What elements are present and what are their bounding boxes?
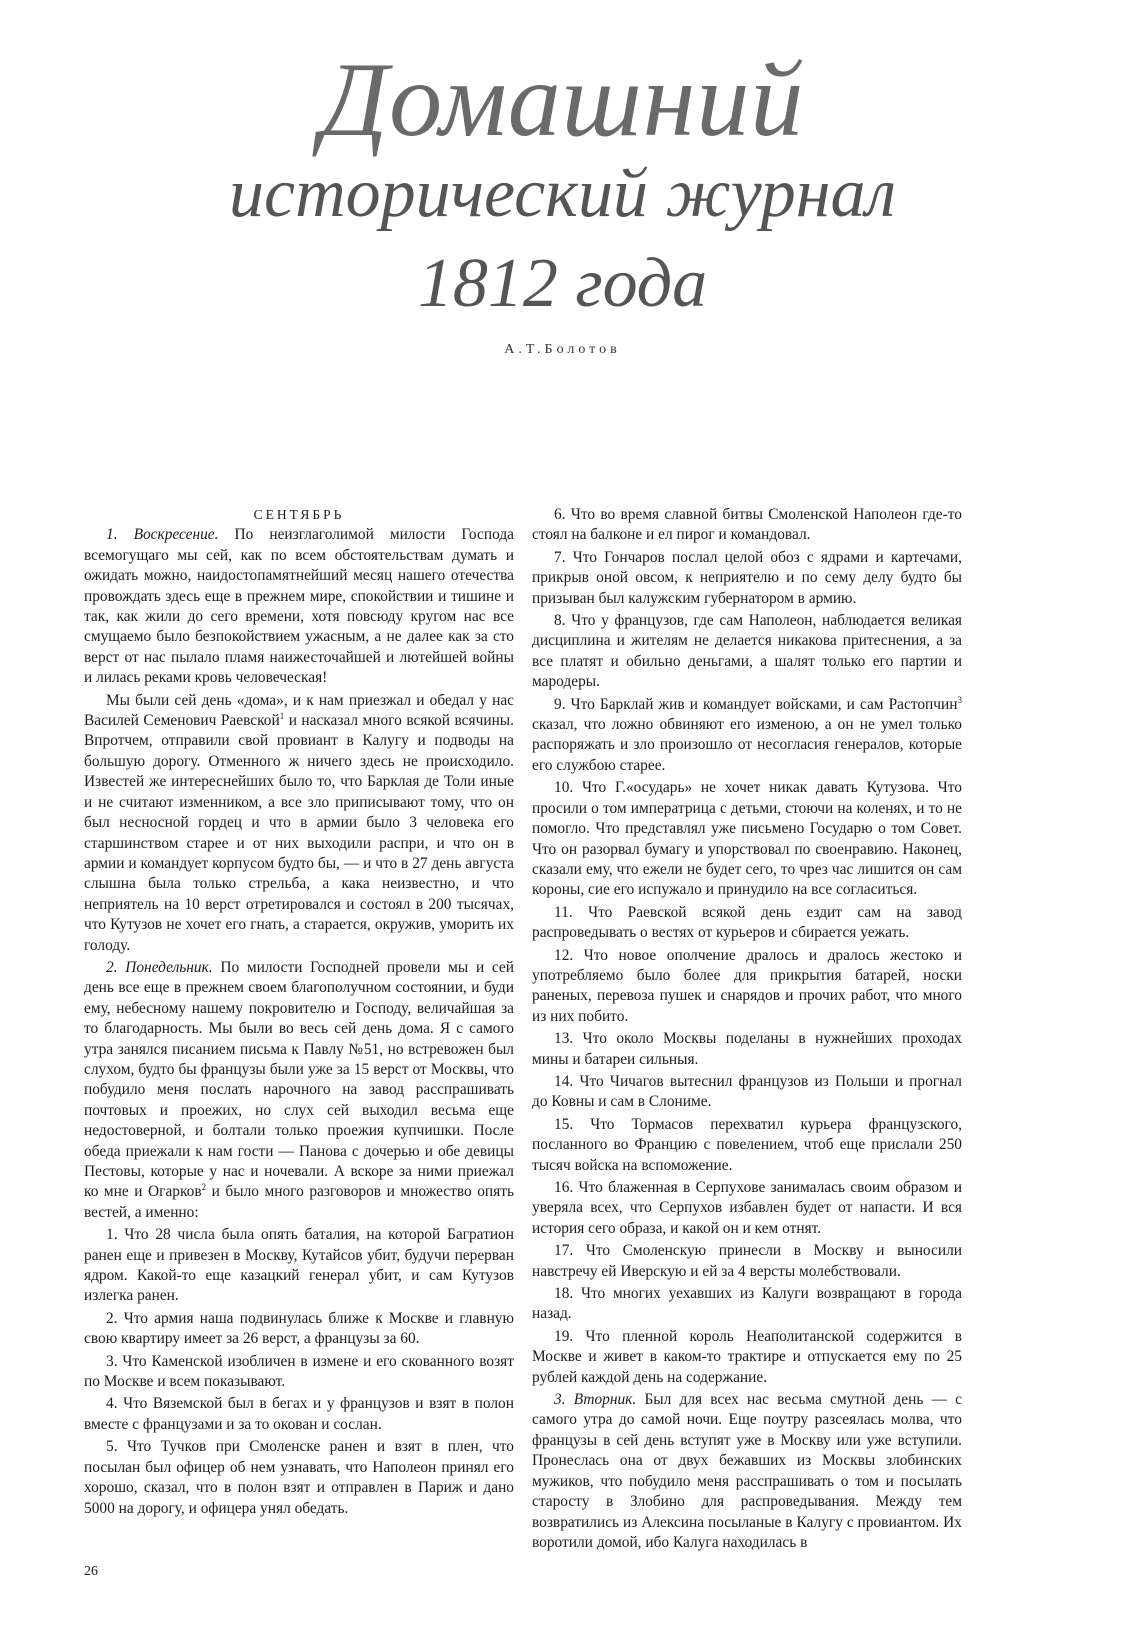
news-item: 15. Что Тормасов перехватил курьера французского, посланного во Францию с повелением, чтоб еще прислали 250 тысяч войска на вспоможение. bbox=[532, 1115, 962, 1174]
page-number: 26 bbox=[84, 1564, 98, 1579]
footnote-ref: 2 bbox=[201, 1182, 207, 1193]
news-item: 19. Что пленной король Неаполитанской содержится в Москве и живет в каком-то трактире и отпускается ему по 25 рублей каждой день на содержание. bbox=[532, 1327, 962, 1386]
news-item: 5. Что Тучков при Смоленске ранен и взят в плен, что посылан был офицер об нем узнавать, что Наполеон принял его хорошо, сказал, что в полон взят и отправлен в Париж и дано 5000 на дорогу, и офицера унял обедать. bbox=[84, 1438, 514, 1517]
title-line-2: исторический журнал bbox=[229, 155, 896, 232]
paragraph-sept-1: 1. Воскресение. По неизглаголимой милости Господа всемогущаго мы сей, как по всем обстоятельствам думать и ожидать можно, наидостопамятнейший месяц нашего отечества провождать здесь еще в прежнем мире, спокойствии и тишине и так, как жили до сего времени, хотя повсюду кругом нас все смущаемо было безпокойствием ужасным, а не далее как за сто верст от нас пылало пламя наижесточайшей и лютейшей войны и лилась реками кровь человеческая! bbox=[84, 526, 514, 687]
title-line-3: 1812 года bbox=[417, 245, 708, 322]
news-item: 11. Что Раевской всякой день ездит сам на завод распроведывать о вестях от курьеров и сбирается уежать. bbox=[532, 903, 962, 942]
news-item: 6. Что во время славной битвы Смоленской Наполеон где-то стоял на балконе и ел пирог и командовал. bbox=[532, 506, 962, 544]
news-item: 7. Что Гончаров послал целой обоз с ядрами и картечами, прикрыв оной овсом, к неприятелю и по сему делу будто бы призыван был калужским губернатором в армию. bbox=[532, 548, 962, 607]
right-column bbox=[532, 505, 962, 1553]
section-heading: СЕНТЯБРЬ bbox=[253, 507, 345, 522]
news-item: 18. Что многих уехавших из Калуги возвращают в города назад. bbox=[532, 1285, 962, 1323]
journal-title bbox=[0, 41, 1125, 326]
paragraph-sept-3: 3. Вторник. Был для всех нас весьма смутной день — с самого утра до самой ночи. Еще поутру разсеялась молва, что французы в сей день вступят уже в Москву или уже вступили. Пронеслась она от двух бежавших из Москвы злобинских мужиков, что побудило меня расспрашивать о том и посылать старосту в Злобино для распроведывания. Между тем возвратились из Алексина посыланые в Калугу с провиантом. Их воротили домой, ибо Калуга находилась в bbox=[532, 1391, 962, 1551]
paragraph: Мы были сей день «дома», и к нам приезжал и обедал у нас Василей Семенович Раевской$^1$ и насказал много всякой всячины. Впротчем, отправили свой провиант в Калугу и подводы на большую дорогу. Отменного ж ничего здесь не происходило. Известей же интереснейших было то, что Барклая де Толи иные и не считают изменником, а все зло приписывают тому, что он был несносной гордец и что в армии было 3 человека его старшинством старее и от них выходили распри, и что он в армии и командует корпусом будто бы, — и что в 27 день августа слышна была только стрельба, а кака неизвестно, и что неприятель на 10 верст отретировался и состоял в 200 тысячах, что Кутузов не хочет его гнать, а старается, окружив, уморить их голоду. bbox=[84, 691, 514, 954]
news-item: 13. Что около Москвы поделаны в нужнейших проходах мины и батареи сильныя. bbox=[532, 1030, 962, 1068]
paragraph-sept-2: 2. Понедельник. По милости Господней провели мы и сей день все еще в прежнем своем благополучном состоянии, и буди ему, небесному нашему покровителю и Господу, величайшая за то благодарность. Мы были во весь сей день дома. Я с самого утра занялся писанием письма к Павлу №51, но встревожен был слухом, будто бы французы были уже за 15 верст от Москвы, что побудило меня послать нарочного на завод расспрашивать почтовых и проежих, но слух сей выходил весьма еще недостоверной, и болтали только проежия купчишки. После обеда приежали к нам гости — Панова с дочерью и обе девицы Пестовы, которые у нас и ночевали. А вскоре за ними приежал ко мне и Огарков$^2$ и было много разговоров и множество опять вестей, а именно: bbox=[84, 958, 515, 1221]
news-item: 14. Что Чичагов вытеснил французов из Польши и прогнал до Ковны и сам в Слониме. bbox=[532, 1072, 962, 1111]
day-heading: 1. Воскресение. bbox=[106, 526, 219, 544]
news-item: 8. Что у французов, где сам Наполеон, наблюдается великая дисциплина и жителям не делается никакова притеснения, а за все платят и обильно деньгами, а шалят только его партии и мародеры. bbox=[532, 612, 962, 691]
news-item: 17. Что Смоленскую принесли в Москву и выносили навстречу ей Иверскую и ей за 4 версты молебствовали. bbox=[532, 1242, 962, 1280]
day-heading: 2. Понедельник. bbox=[106, 958, 213, 976]
news-item: 10. Что Г.«осударь» не хочет никак давать Кутузова. Что просили о том императрица с детьми, стоючи на коленях, и то не помогло. Что представлял уже письмено Государю о том Совет. Что он разорвал бумагу и упорствовал по своенравию. Наконец, сказали ему, что ежели не будет сего, то чрез час лишится он сам короны, сие его испужало и принудило на все согласиться. bbox=[532, 779, 962, 899]
news-item: 12. Что новое ополчение дралось и дралось жестоко и употребляемо было более для прикрытия батарей, носки раненых, перевоза пушек и снарядов и прочих работ, что много из них побито. bbox=[532, 946, 962, 1025]
day-heading: 3. Вторник. bbox=[554, 1391, 637, 1409]
footnote-ref: 1 bbox=[279, 710, 285, 721]
author-name: А.Т.Болотов bbox=[504, 342, 621, 357]
news-item: 9. Что Барклай жив и командует войсками, и сам Растопчин$^3$ сказал, что ложно обвиняют его изменою, а он не умел только распоряжать и зло произошло от несогласия генералов, которые его службою старее. bbox=[532, 694, 962, 774]
footnote-ref: 3 bbox=[957, 694, 962, 705]
news-item: 4. Что Вяземской был в бегах и у французов и взят в полон вместе с французами и за то окован и сослан. bbox=[84, 1395, 514, 1433]
news-item: 16. Что блаженная в Серпухове занималась своим образом и уверяла всех, что Серпухов избавлен будет от напасти. И вся история сего образа, и какой он и кем отнят. bbox=[532, 1179, 962, 1237]
news-item: 2. Что армия наша подвинулась ближе к Москве и главную свою квартиру имеет за 26 верст, а французы за 60. bbox=[84, 1309, 514, 1348]
title-line-1: Домашний bbox=[320, 41, 805, 158]
left-column bbox=[84, 505, 514, 1519]
news-item: 3. Что Каменской изобличен в измене и его скованного возят по Москве и всем показывают. bbox=[84, 1352, 514, 1391]
news-item: 1. Что 28 числа была опять баталия, на которой Багратион ранен еще и привезен в Москву, Кутайсов убит, будучи перерван ядром. Какой-то еще казацкий генерал убит, и сам Кутузов излегка ранен. bbox=[84, 1226, 514, 1305]
